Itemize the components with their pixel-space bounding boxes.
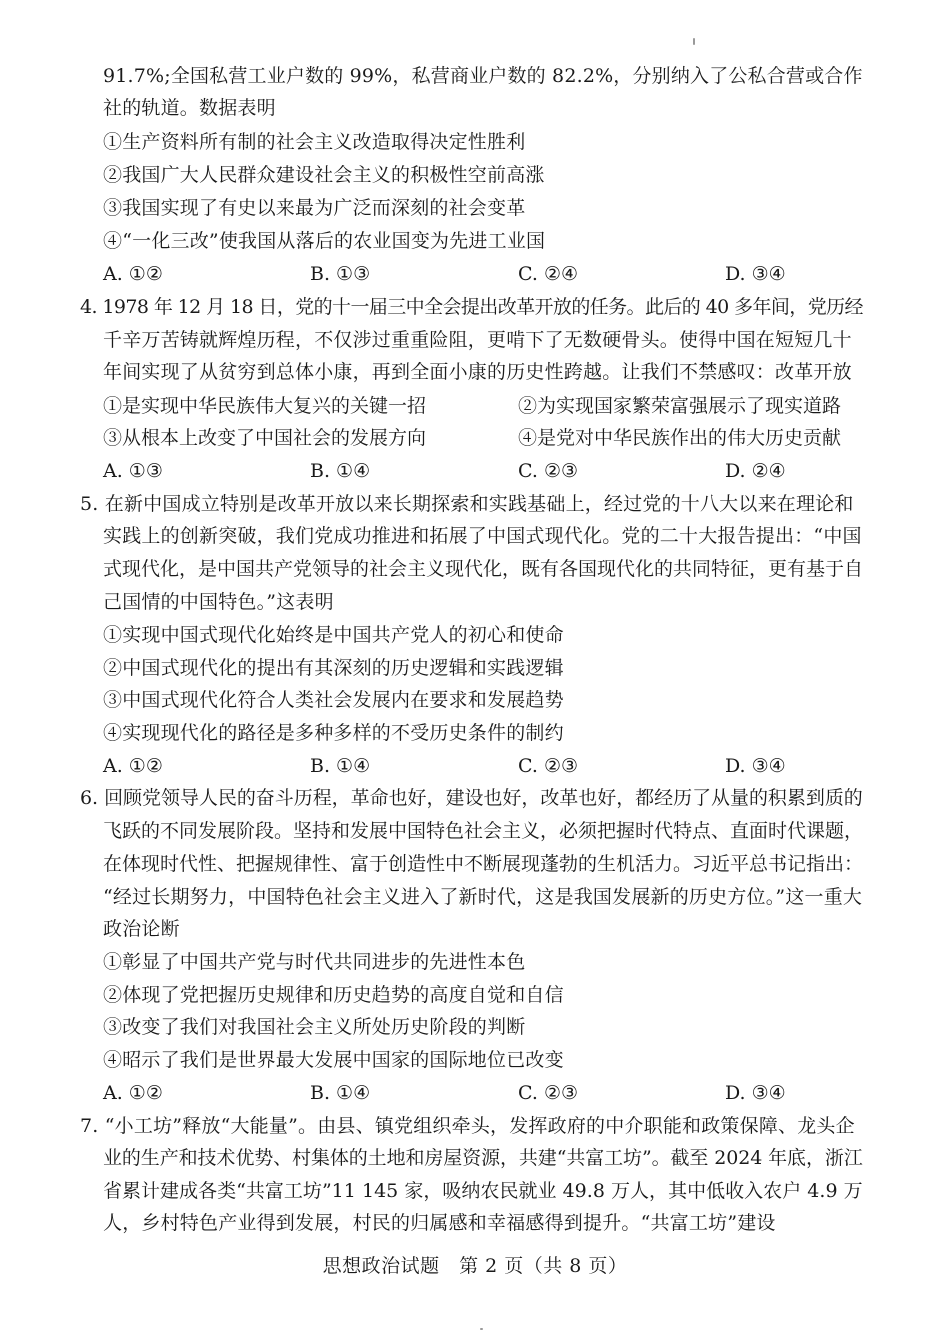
q5-stem-line: 实践上的创新突破，我们党成功推进和拓展了中国式现代化。党的二十大报告提出：“中国 xyxy=(103,525,862,547)
q6-item: ②体现了党把握历史规律和历史趋势的高度自觉和自信 xyxy=(103,984,564,1006)
q6-stem-line: 在体现时代性、把握规律性、富于创造性中不断展现蓬勃的生机活力。习近平总书记指出： xyxy=(103,853,864,875)
q7-stem-line: 7. “小工坊”释放“大能量”。由县、镇党组织牵头，发挥政府的中介职能和政策保障、龙头企 xyxy=(80,1115,855,1137)
q5-option-d: D. ③④ xyxy=(725,755,786,777)
q3-stem-line: 91.7%;全国私营工业户数的 99%，私营商业户数的 82.2%，分别纳入了公私合营或合作 xyxy=(103,65,863,87)
q3-item: ①生产资料所有制的社会主义改造取得决定性胜利 xyxy=(103,131,526,153)
q5-option-c: C. ②③ xyxy=(518,755,579,777)
q6-option-b: B. ①④ xyxy=(310,1082,371,1104)
q4-option-d: D. ②④ xyxy=(725,460,786,482)
q4-stem-line: 4. 1978 年 12 月 18 日，党的十一届三中全会提出改革开放的任务。此后的 40 多年间，党历经 xyxy=(80,296,863,318)
q3-option-a: A. ①② xyxy=(103,263,163,285)
q5-stem-line: 5. 在新中国成立特别是改革开放以来长期探索和实践基础上，经过党的十八大以来在理论和 xyxy=(80,493,854,515)
q5-item: ②中国式现代化的提出有其深刻的历史逻辑和实践逻辑 xyxy=(103,657,564,679)
q5-item: ①实现中国式现代化始终是中国共产党人的初心和使命 xyxy=(103,624,564,646)
q3-stem-line: 社的轨道。数据表明 xyxy=(103,97,276,119)
q6-stem-line: “经过长期努力，中国特色社会主义进入了新时代，这是我国发展新的历史方位。”这一重大 xyxy=(103,886,863,908)
q5-stem-line: 己国情的中国特色。”这表明 xyxy=(103,591,334,613)
q6-stem-line: 6. 回顾党领导人民的奋斗历程，革命也好，建设也好，改革也好，都经历了从量的积累到质的 xyxy=(80,787,863,809)
q4-item: ③从根本上改变了中国社会的发展方向 xyxy=(103,427,427,449)
q5-option-a: A. ①② xyxy=(103,755,163,777)
q4-item: ④是党对中华民族作出的伟大历史贡献 xyxy=(518,427,842,449)
page-footer: 思想政治试题 第 2 页（共 8 页） xyxy=(322,1255,628,1277)
q6-option-a: A. ①② xyxy=(103,1082,163,1104)
q5-item: ③中国式现代化符合人类社会发展内在要求和发展趋势 xyxy=(103,689,564,711)
q3-option-c: C. ②④ xyxy=(518,263,579,285)
q5-stem-line: 式现代化，是中国共产党领导的社会主义现代化，既有各国现代化的共同特征，更有基于自 xyxy=(103,558,864,580)
q6-option-d: D. ③④ xyxy=(725,1082,786,1104)
q3-option-d: D. ③④ xyxy=(725,263,786,285)
q3-item: ③我国实现了有史以来最为广泛而深刻的社会变革 xyxy=(103,197,526,219)
q3-item: ④“一化三改”使我国从落后的农业国变为先进工业国 xyxy=(103,230,546,252)
q7-stem-line: 人，乡村特色产业得到发展，村民的归属感和幸福感得到提升。“共富工坊”建设 xyxy=(103,1212,776,1234)
q4-item: ②为实现国家繁荣富强展示了现实道路 xyxy=(518,395,842,417)
q7-stem-line: 省累计建成各类“共富工坊”11 145 家，吸纳农民就业 49.8 万人，其中低收入农户 4.9 万 xyxy=(103,1180,863,1202)
q5-item: ④实现现代化的路径是多种多样的不受历史条件的制约 xyxy=(103,722,564,744)
q6-stem-line: 政治论断 xyxy=(103,918,180,940)
q4-stem-line: 千辛万苦铸就辉煌历程，不仅涉过重重险阻，更啃下了无数硬骨头。使得中国在短短几十 xyxy=(103,329,852,351)
q3-option-b: B. ①③ xyxy=(310,263,371,285)
q4-option-b: B. ①④ xyxy=(310,460,371,482)
q4-item: ①是实现中华民族伟大复兴的关键一招 xyxy=(103,395,427,417)
q3-item: ②我国广大人民群众建设社会主义的积极性空前高涨 xyxy=(103,164,545,186)
scan-speck xyxy=(693,38,695,45)
q4-stem-line: 年间实现了从贫穷到总体小康，再到全面小康的历史性跨越。让我们不禁感叹：改革开放 xyxy=(103,361,852,383)
q6-item: ③改变了我们对我国社会主义所处历史阶段的判断 xyxy=(103,1016,526,1038)
q5-option-b: B. ①④ xyxy=(310,755,371,777)
q7-stem-line: 业的生产和技术优势、村集体的土地和房屋资源，共建“共富工坊”。截至 2024 年底，浙江 xyxy=(103,1147,863,1169)
scan-speck xyxy=(480,1328,483,1330)
q6-stem-line: 飞跃的不同发展阶段。坚持和发展中国特色社会主义，必须把握时代特点、直面时代课题， xyxy=(103,820,864,842)
q6-item: ①彰显了中国共产党与时代共同进步的先进性本色 xyxy=(103,951,526,973)
q6-option-c: C. ②③ xyxy=(518,1082,579,1104)
q4-option-a: A. ①③ xyxy=(103,460,163,482)
q6-item: ④昭示了我们是世界最大发展中国家的国际地位已改变 xyxy=(103,1049,564,1071)
q4-option-c: C. ②③ xyxy=(518,460,579,482)
